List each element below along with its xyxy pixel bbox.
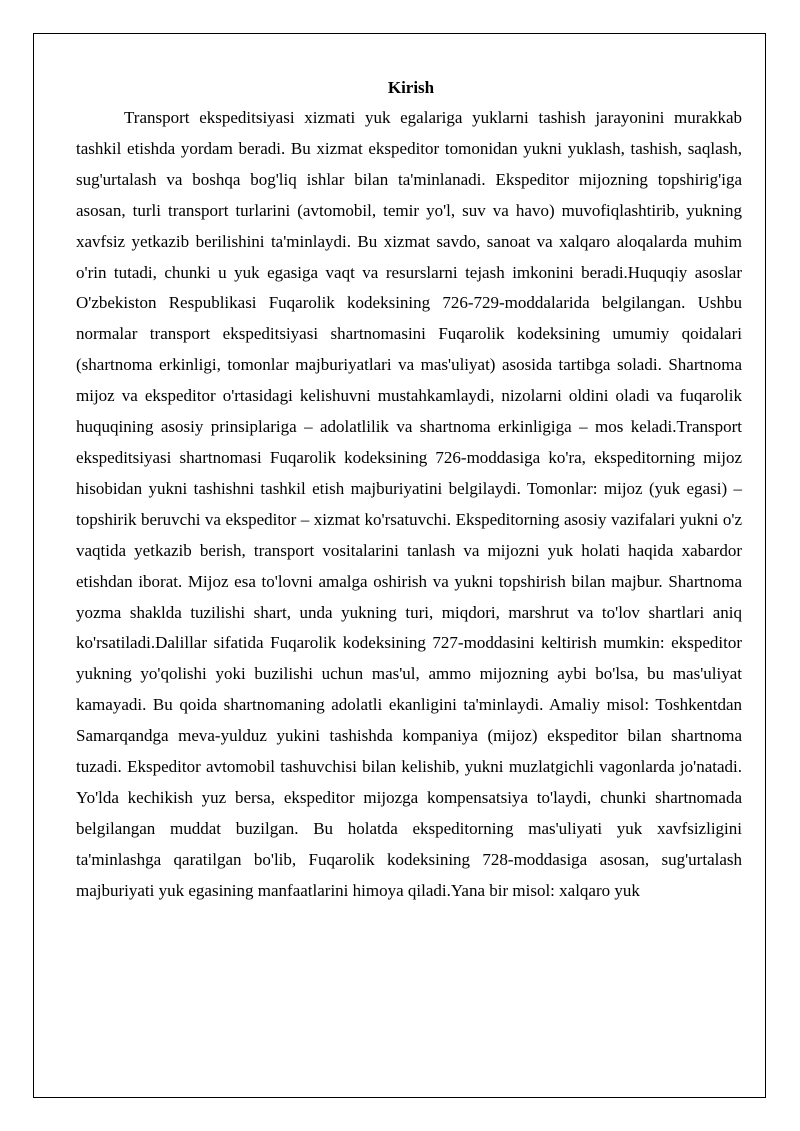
document-body — [76, 74, 742, 907]
section-title: Kirish — [387, 78, 435, 97]
body-paragraph: Transport ekspeditsiyasi xizmati yuk egalariga yuklarni tashish jarayonini murakkab tashkil etishda yordam beradi. Bu xizmat ekspeditor tomonidan yukni yuklash, tashish, saqlash, sug'urtalash va boshqa bog'liq ishlar bilan ta'minlanadi. Ekspeditor mijozning topshirig'iga asosan, turli transport turlarini (avtomobil, temir yo'l, suv va havo) muvofiqlashtirib, yukning xavfsiz yetkazib berilishini ta'minlaydi. Bu xizmat savdo, sanoat va xalqaro aloqalarda muhim o'rin tutadi, chunki u yuk egasiga vaqt va resurslarni tejash imkonini beradi.Huquqiy asoslar O'zbekiston Respublikasi Fuqarolik kodeksining 726-729-moddalarida belgilangan. Ushbu normalar transport ekspeditsiyasi shartnomasini Fuqarolik kodeksining umumiy qoidalari (shartnoma erkinligi, tomonlar majburiyatlari va mas'uliyat) asosida tartibga soladi. Shartnoma mijoz va ekspeditor o'rtasidagi kelishuvni mustahkamlaydi, nizolarni oldini oladi va fuqarolik huquqining asosiy prinsiplariga – adolatlilik va shartnoma erkinligiga – mos keladi.Transport ekspeditsiyasi shartnomasi Fuqarolik kodeksining 726-moddasiga ko'ra, ekspeditorning mijoz hisobidan yukni tashishni tashkil etish majburiyatini belgilaydi. Tomonlar: mijoz (yuk egasi) – topshirik beruvchi va ekspeditor – xizmat ko'rsatuvchi. Ekspeditorning asosiy vazifalari yukni o'z vaqtida yetkazib berish, transport vositalarini tanlash va mijozni yuk holati haqida xabardor etishdan iborat. Mijoz esa to'lovni amalga oshirish va yukni topshirish bilan majbur. Shartnoma yozma shaklda tuzilishi shart, unda yukning turi, miqdori, marshrut va to'lov shartlari aniq ko'rsatiladi.Dalillar sifatida Fuqarolik kodeksining 727-moddasini keltirish mumkin: ekspeditor yukning yo'qolishi yoki buzilishi uchun mas'ul, ammo mijozning aybi bo'lsa, bu mas'uliyat kamayadi. Bu qoida shartnomaning adolatli ekanligini ta'minlaydi. Amaliy misol: Toshkentdan Samarqandga meva-yulduz yukini tashishda kompaniya (mijoz) ekspeditor bilan shartnoma tuzadi. Ekspeditor avtomobil tashuvchisi bilan kelishib, yukni muzlatgichli vagonlarda jo'natadi. Yo'lda kechikish yuz bersa, ekspeditor mijozga kompensatsiya to'laydi, chunki shartnomada belgilangan muddat buzilgan. Bu holatda ekspeditorning mas'uliyati yuk xavfsizligini ta'minlashga qaratilgan bo'lib, Fuqarolik kodeksining 728-moddasiga asosan, sug'urtalash majburiyati yuk egasining manfaatlarini himoya qiladi.Yana bir misol: xalqaro yuk — [76, 108, 742, 900]
